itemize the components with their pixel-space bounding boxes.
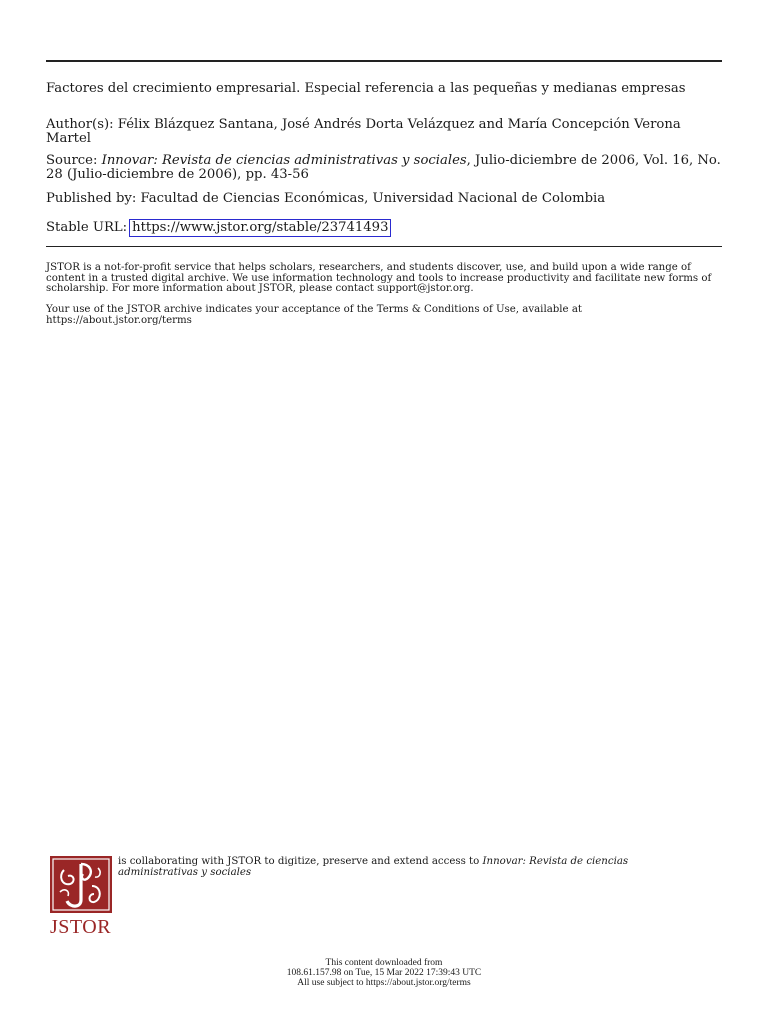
source-label: Source:: [46, 153, 98, 168]
jstor-wordmark: JSTOR: [50, 916, 112, 938]
authors-value: Félix Blázquez Santana, José Andrés Dorta Velázquez and María Concepción Verona Martel: [46, 117, 681, 146]
top-rule: [46, 60, 722, 62]
publisher-label: Published by:: [46, 191, 137, 206]
footer-line-1: This content downloaded from: [325, 958, 443, 968]
stable-url-link[interactable]: https://www.jstor.org/stable/23741493: [129, 219, 391, 237]
stable-url-label: Stable URL:: [46, 220, 128, 235]
article-authors: [46, 118, 726, 146]
stable-url-row: [46, 219, 726, 237]
publisher-value: Facultad de Ciencias Económicas, Universidad Nacional de Colombia: [140, 191, 606, 206]
collaboration-journal: Innovar: Revista de ciencias administrativas y sociales: [118, 856, 629, 878]
jstor-logo: [50, 856, 116, 939]
source-details: , Julio-diciembre de 2006, Vol. 16, No. 28 (Julio-diciembre de 2006), pp. 43-56: [46, 153, 721, 182]
jstor-service-notice: JSTOR is a not-for-profit service that helps scholars, researchers, and students discover, use, and build upon a wide range of content in a trusted digital archive. We use information technology and tools to increase productivity and facilitate new forms of scholarship. For more information about JSTOR, please contact support@jstor.org.: [46, 262, 712, 295]
footer-line-2: 108.61.157.98 on Tue, 15 Mar 2022 17:39:43 UTC: [286, 968, 482, 978]
footer-line-3: All use subject to https://about.jstor.org/terms: [297, 978, 471, 988]
download-footer: [0, 958, 768, 988]
jstor-emblem-icon: [50, 856, 112, 913]
terms-notice: Your use of the JSTOR archive indicates your acceptance of the Terms & Conditions of Use, available at https://about.jstor.org/terms: [46, 304, 582, 326]
collaboration-statement: [118, 856, 678, 878]
divider-rule: [46, 246, 722, 247]
authors-label: Author(s):: [46, 117, 114, 132]
source-journal: Innovar: Revista de ciencias administrativas y sociales: [101, 153, 467, 168]
article-publisher: [46, 192, 726, 206]
article-source: [46, 154, 726, 182]
article-title: Factores del crecimiento empresarial. Especial referencia a las pequeñas y medianas empresas: [46, 81, 686, 96]
collaboration-text: is collaborating with JSTOR to digitize, preserve and extend access to: [118, 856, 483, 867]
